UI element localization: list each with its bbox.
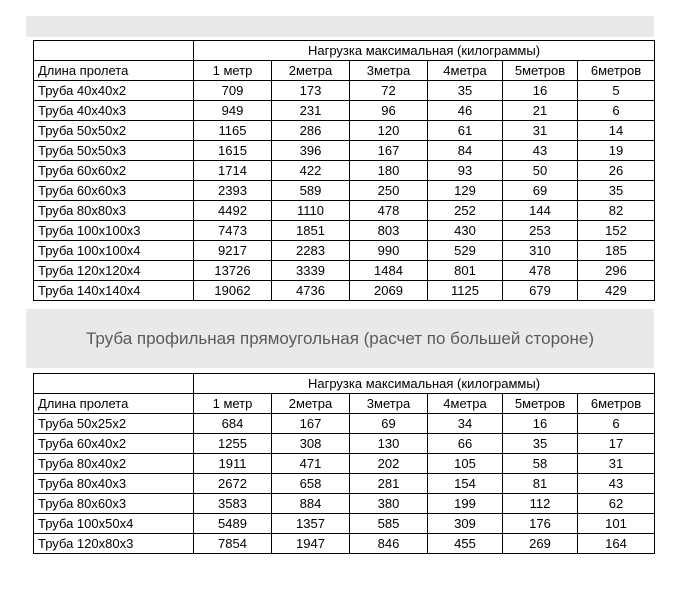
load-value-cell: 1110	[272, 201, 350, 221]
table-body	[34, 374, 655, 554]
load-value-cell: 949	[194, 101, 272, 121]
load-value-cell: 43	[503, 141, 578, 161]
header-blank-cell	[34, 41, 194, 61]
header-span-row	[34, 41, 655, 61]
load-value-cell: 281	[350, 474, 428, 494]
table-row	[34, 514, 655, 534]
load-value-cell: 35	[503, 434, 578, 454]
column-header: 1 метр	[194, 61, 272, 81]
load-value-cell: 309	[428, 514, 503, 534]
load-value-cell: 167	[272, 414, 350, 434]
load-value-cell: 50	[503, 161, 578, 181]
load-value-cell: 129	[428, 181, 503, 201]
load-value-cell: 1911	[194, 454, 272, 474]
load-value-cell: 96	[350, 101, 428, 121]
load-value-cell: 43	[578, 474, 655, 494]
load-value-cell: 429	[578, 281, 655, 301]
load-value-cell: 120	[350, 121, 428, 141]
tube-name-cell: Труба 40х40х3	[34, 101, 194, 121]
load-value-cell: 21	[503, 101, 578, 121]
load-value-cell: 1125	[428, 281, 503, 301]
load-value-cell: 658	[272, 474, 350, 494]
load-value-cell: 81	[503, 474, 578, 494]
load-value-cell: 112	[503, 494, 578, 514]
load-value-cell: 17	[578, 434, 655, 454]
load-value-cell: 66	[428, 434, 503, 454]
load-value-cell: 1484	[350, 261, 428, 281]
load-value-cell: 93	[428, 161, 503, 181]
load-value-cell: 269	[503, 534, 578, 554]
load-value-cell: 167	[350, 141, 428, 161]
column-header: 5метров	[503, 61, 578, 81]
load-value-cell: 1255	[194, 434, 272, 454]
load-value-cell: 252	[428, 201, 503, 221]
load-value-cell: 16	[503, 414, 578, 434]
column-header-row	[34, 61, 655, 81]
load-value-cell: 296	[578, 261, 655, 281]
load-value-cell: 1851	[272, 221, 350, 241]
load-value-cell: 2283	[272, 241, 350, 261]
load-value-cell: 46	[428, 101, 503, 121]
load-value-cell: 455	[428, 534, 503, 554]
column-header: 3метра	[350, 394, 428, 414]
load-value-cell: 31	[503, 121, 578, 141]
column-header: Длина пролета	[34, 394, 194, 414]
tube-name-cell: Труба 60х60х2	[34, 161, 194, 181]
header-blank-cell	[34, 374, 194, 394]
table-row	[34, 454, 655, 474]
load-value-cell: 5489	[194, 514, 272, 534]
tube-name-cell: Труба 140х140х4	[34, 281, 194, 301]
load-value-cell: 69	[503, 181, 578, 201]
column-header: 6метров	[578, 394, 655, 414]
load-value-cell: 7473	[194, 221, 272, 241]
header-span-cell: Нагрузка максимальная (килограммы)	[194, 41, 655, 61]
load-value-cell: 16	[503, 81, 578, 101]
load-value-cell: 180	[350, 161, 428, 181]
load-value-cell: 679	[503, 281, 578, 301]
load-value-cell: 585	[350, 514, 428, 534]
load-value-cell: 72	[350, 81, 428, 101]
square-tube-load-table	[33, 40, 655, 301]
column-header-row	[34, 394, 655, 414]
load-value-cell: 101	[578, 514, 655, 534]
load-value-cell: 199	[428, 494, 503, 514]
load-value-cell: 3583	[194, 494, 272, 514]
load-value-cell: 4736	[272, 281, 350, 301]
header-span-cell: Нагрузка максимальная (килограммы)	[194, 374, 655, 394]
load-value-cell: 430	[428, 221, 503, 241]
load-value-cell: 9217	[194, 241, 272, 261]
table-body	[34, 41, 655, 301]
tube-name-cell: Труба 50х50х2	[34, 121, 194, 141]
table-row	[34, 201, 655, 221]
table-row	[34, 81, 655, 101]
load-value-cell: 396	[272, 141, 350, 161]
load-value-cell: 144	[503, 201, 578, 221]
load-value-cell: 5	[578, 81, 655, 101]
load-value-cell: 61	[428, 121, 503, 141]
column-header: Длина пролета	[34, 61, 194, 81]
table-row	[34, 241, 655, 261]
load-value-cell: 253	[503, 221, 578, 241]
top-gray-band	[26, 16, 654, 37]
table-row	[34, 281, 655, 301]
load-value-cell: 801	[428, 261, 503, 281]
tube-name-cell: Труба 100х100х4	[34, 241, 194, 261]
load-value-cell: 684	[194, 414, 272, 434]
load-value-cell: 154	[428, 474, 503, 494]
load-value-cell: 62	[578, 494, 655, 514]
load-value-cell: 130	[350, 434, 428, 454]
table-row	[34, 181, 655, 201]
load-value-cell: 471	[272, 454, 350, 474]
load-value-cell: 1714	[194, 161, 272, 181]
load-value-cell: 380	[350, 494, 428, 514]
load-value-cell: 19062	[194, 281, 272, 301]
load-value-cell: 152	[578, 221, 655, 241]
load-value-cell: 422	[272, 161, 350, 181]
load-value-cell: 13726	[194, 261, 272, 281]
load-value-cell: 105	[428, 454, 503, 474]
load-value-cell: 173	[272, 81, 350, 101]
table-row	[34, 434, 655, 454]
load-value-cell: 2393	[194, 181, 272, 201]
column-header: 3метра	[350, 61, 428, 81]
table-row	[34, 414, 655, 434]
load-value-cell: 185	[578, 241, 655, 261]
load-value-cell: 4492	[194, 201, 272, 221]
table-row	[34, 474, 655, 494]
table-row	[34, 221, 655, 241]
load-value-cell: 3339	[272, 261, 350, 281]
section-title: Труба профильная прямоугольная (расчет по большей стороне)	[26, 309, 654, 368]
tube-name-cell: Труба 120х120х4	[34, 261, 194, 281]
tube-name-cell: Труба 100х100х3	[34, 221, 194, 241]
load-value-cell: 478	[503, 261, 578, 281]
load-value-cell: 709	[194, 81, 272, 101]
load-value-cell: 58	[503, 454, 578, 474]
load-value-cell: 7854	[194, 534, 272, 554]
tube-name-cell: Труба 50х25х2	[34, 414, 194, 434]
load-value-cell: 34	[428, 414, 503, 434]
load-value-cell: 1947	[272, 534, 350, 554]
column-header: 2метра	[272, 394, 350, 414]
load-value-cell: 19	[578, 141, 655, 161]
load-value-cell: 589	[272, 181, 350, 201]
load-value-cell: 803	[350, 221, 428, 241]
table-row	[34, 494, 655, 514]
tube-name-cell: Труба 80х40х2	[34, 454, 194, 474]
tube-name-cell: Труба 120х80х3	[34, 534, 194, 554]
load-value-cell: 884	[272, 494, 350, 514]
tube-name-cell: Труба 80х80х3	[34, 201, 194, 221]
load-value-cell: 250	[350, 181, 428, 201]
load-value-cell: 82	[578, 201, 655, 221]
load-value-cell: 990	[350, 241, 428, 261]
load-value-cell: 164	[578, 534, 655, 554]
tube-name-cell: Труба 60х40х2	[34, 434, 194, 454]
table-row	[34, 161, 655, 181]
tube-name-cell: Труба 40х40х2	[34, 81, 194, 101]
load-value-cell: 202	[350, 454, 428, 474]
load-value-cell: 6	[578, 414, 655, 434]
load-value-cell: 6	[578, 101, 655, 121]
table-row	[34, 121, 655, 141]
column-header: 1 метр	[194, 394, 272, 414]
column-header: 2метра	[272, 61, 350, 81]
table-row	[34, 261, 655, 281]
table-row	[34, 141, 655, 161]
tube-name-cell: Труба 80х40х3	[34, 474, 194, 494]
load-value-cell: 31	[578, 454, 655, 474]
header-span-row	[34, 374, 655, 394]
load-value-cell: 1357	[272, 514, 350, 534]
load-value-cell: 14	[578, 121, 655, 141]
column-header: 4метра	[428, 61, 503, 81]
column-header: 5метров	[503, 394, 578, 414]
load-value-cell: 529	[428, 241, 503, 261]
tube-name-cell: Труба 50х50х3	[34, 141, 194, 161]
load-value-cell: 2069	[350, 281, 428, 301]
rectangular-tube-load-table	[33, 373, 655, 554]
load-value-cell: 35	[428, 81, 503, 101]
load-value-cell: 310	[503, 241, 578, 261]
tube-name-cell: Труба 60х60х3	[34, 181, 194, 201]
table-row	[34, 534, 655, 554]
load-value-cell: 1615	[194, 141, 272, 161]
column-header: 4метра	[428, 394, 503, 414]
load-value-cell: 308	[272, 434, 350, 454]
load-value-cell: 231	[272, 101, 350, 121]
load-value-cell: 35	[578, 181, 655, 201]
load-value-cell: 176	[503, 514, 578, 534]
load-value-cell: 2672	[194, 474, 272, 494]
column-header: 6метров	[578, 61, 655, 81]
load-value-cell: 286	[272, 121, 350, 141]
tube-name-cell: Труба 100х50х4	[34, 514, 194, 534]
load-value-cell: 84	[428, 141, 503, 161]
load-value-cell: 69	[350, 414, 428, 434]
tube-name-cell: Труба 80х60х3	[34, 494, 194, 514]
load-value-cell: 26	[578, 161, 655, 181]
load-value-cell: 1165	[194, 121, 272, 141]
table-row	[34, 101, 655, 121]
load-value-cell: 846	[350, 534, 428, 554]
load-value-cell: 478	[350, 201, 428, 221]
